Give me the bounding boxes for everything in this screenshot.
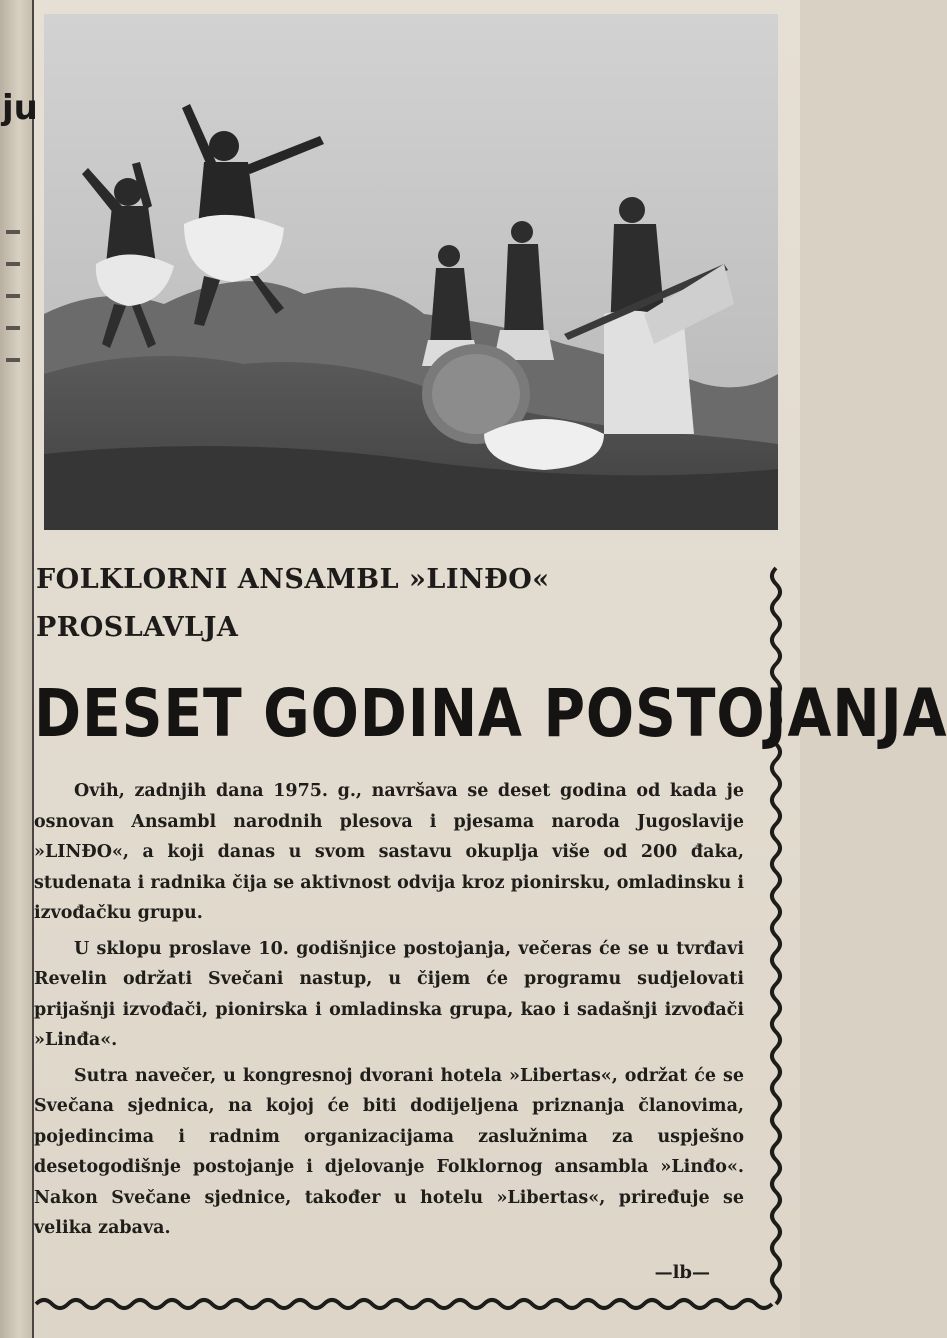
wavy-border-bottom bbox=[36, 1300, 772, 1308]
kicker-line-2: PROSLAVLJA bbox=[36, 612, 239, 643]
cropped-text-mark bbox=[6, 294, 20, 298]
kicker-line-1: FOLKLORNI ANSAMBL »LINĐO« bbox=[36, 564, 550, 595]
cropped-text-mark bbox=[6, 230, 20, 234]
previous-page-edge bbox=[0, 0, 38, 1338]
folk-dancers-photo bbox=[44, 14, 778, 530]
paragraph-1: Ovih, zadnjih dana 1975. g., navršava se deset godina od kada je osnovan Ansambl narodnih plesova i pjesama naroda Jugoslavije »LINĐO«, a koji danas u svom sastavu okuplja više od 200 đaka, studenata i radnika čija se aktivnost odvija kroz pionirsku, omladinsku i izvođačku grupu. bbox=[34, 781, 744, 923]
paragraph-2: U sklopu proslave 10. godišnjice postojanja, večeras će se u tvrđavi Revelin održati Svečani nastup, u čijem će programu sudjelovati prijašnji izvođači, pionirska i omladinska grupa, kao i sadašnji izvođači »Linđa«. bbox=[34, 938, 744, 1050]
cropped-letter: ju bbox=[2, 88, 38, 128]
article-kicker bbox=[36, 556, 736, 652]
cropped-text-mark bbox=[6, 326, 20, 330]
article-body bbox=[34, 776, 744, 1249]
cropped-text-mark bbox=[6, 262, 20, 266]
article-headline: DESET GODINA POSTOJANJA bbox=[34, 675, 947, 752]
cropped-text-mark bbox=[6, 358, 20, 362]
paragraph-3: Sutra navečer, u kongresnoj dvorani hotela »Libertas«, održat će se Svečana sjednica, na kojoj će biti dodijeljena priznanja članovima, pojedincima i radnim organizacijama zaslužnima za uspješno desetogodišnje postojanje i djelovanje Folklornog ansambla »Linđo«. Nakon Svečane sjednice, također u hotelu »Libertas«, priređuje se velika zabava. bbox=[34, 1065, 744, 1238]
author-signature: —lb— bbox=[654, 1262, 710, 1283]
